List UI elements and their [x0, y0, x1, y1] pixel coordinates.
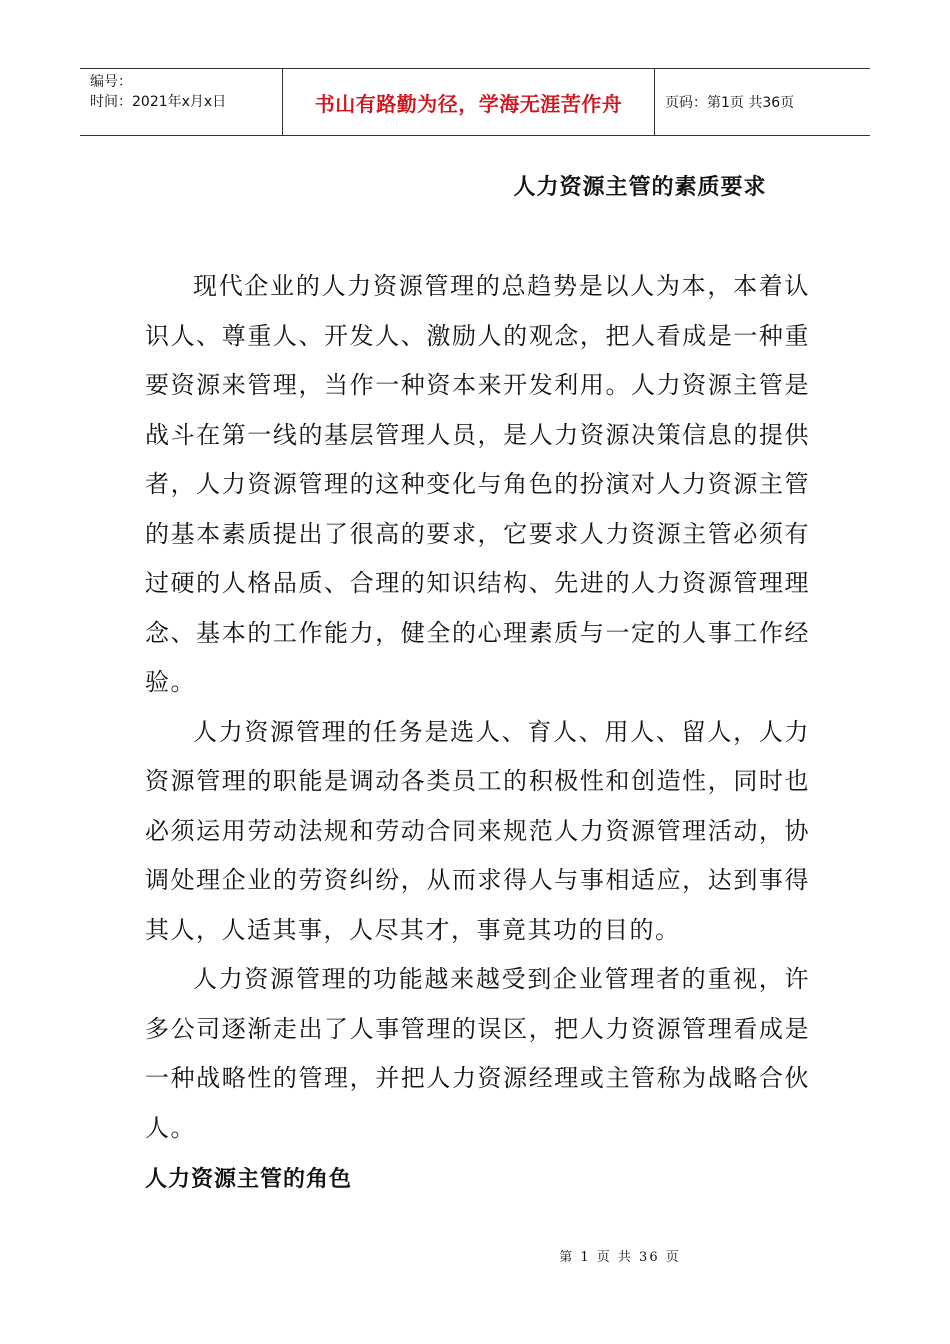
header-meta-cell [80, 69, 283, 135]
section-heading: 人力资源主管的角色 [145, 1167, 353, 1192]
time-label: 时间：2021年x月x日 [90, 94, 227, 110]
header-motto-cell [283, 69, 655, 135]
header-page-info: 页码：第1页 共36页 [665, 95, 795, 111]
body-paragraph: 现代企业的人力资源管理的总趋势是以人为本，本着认识人、尊重人、开发人、激励人的观念，把人看成是一种重要资源来管理，当作一种资本来开发利用。人力资源主管是战斗在第一线的基层管理人员，是人力资源决策信息的提供者，人力资源管理的这种变化与角色的扮演对人力资源主管的基本素质提出了很高的要求，它要求人力资源主管必须有过硬的人格品质、合理的知识结构、先进的人力资源管理理念、基本的工作能力，健全的心理素质与一定的人事工作经验。 [145, 272, 810, 696]
header-motto: 书山有路勤为径，学海无涯苦作舟 [314, 91, 623, 116]
document-title: 人力资源主管的素质要求 [513, 175, 767, 200]
number-label: 编号： [90, 74, 132, 90]
body-paragraph: 人力资源管理的功能越来越受到企业管理者的重视，许多公司逐渐走出了人事管理的误区，把人力资源管理看成是一种战略性的管理，并把人力资源经理或主管称为战略合伙人。 [145, 965, 810, 1142]
document-body [145, 262, 810, 1207]
document-header [80, 68, 870, 136]
header-page-cell [655, 69, 870, 135]
page-footer: 第 1 页 共 36 页 [559, 1250, 681, 1265]
body-paragraph: 人力资源管理的任务是选人、育人、用人、留人，人力资源管理的职能是调动各类员工的积极性和创造性，同时也必须运用劳动法规和劳动合同来规范人力资源管理活动，协调处理企业的劳资纠纷，从而求得人与事相适应，达到事得其人，人适其事，人尽其才，事竟其功的目的。 [145, 717, 810, 944]
